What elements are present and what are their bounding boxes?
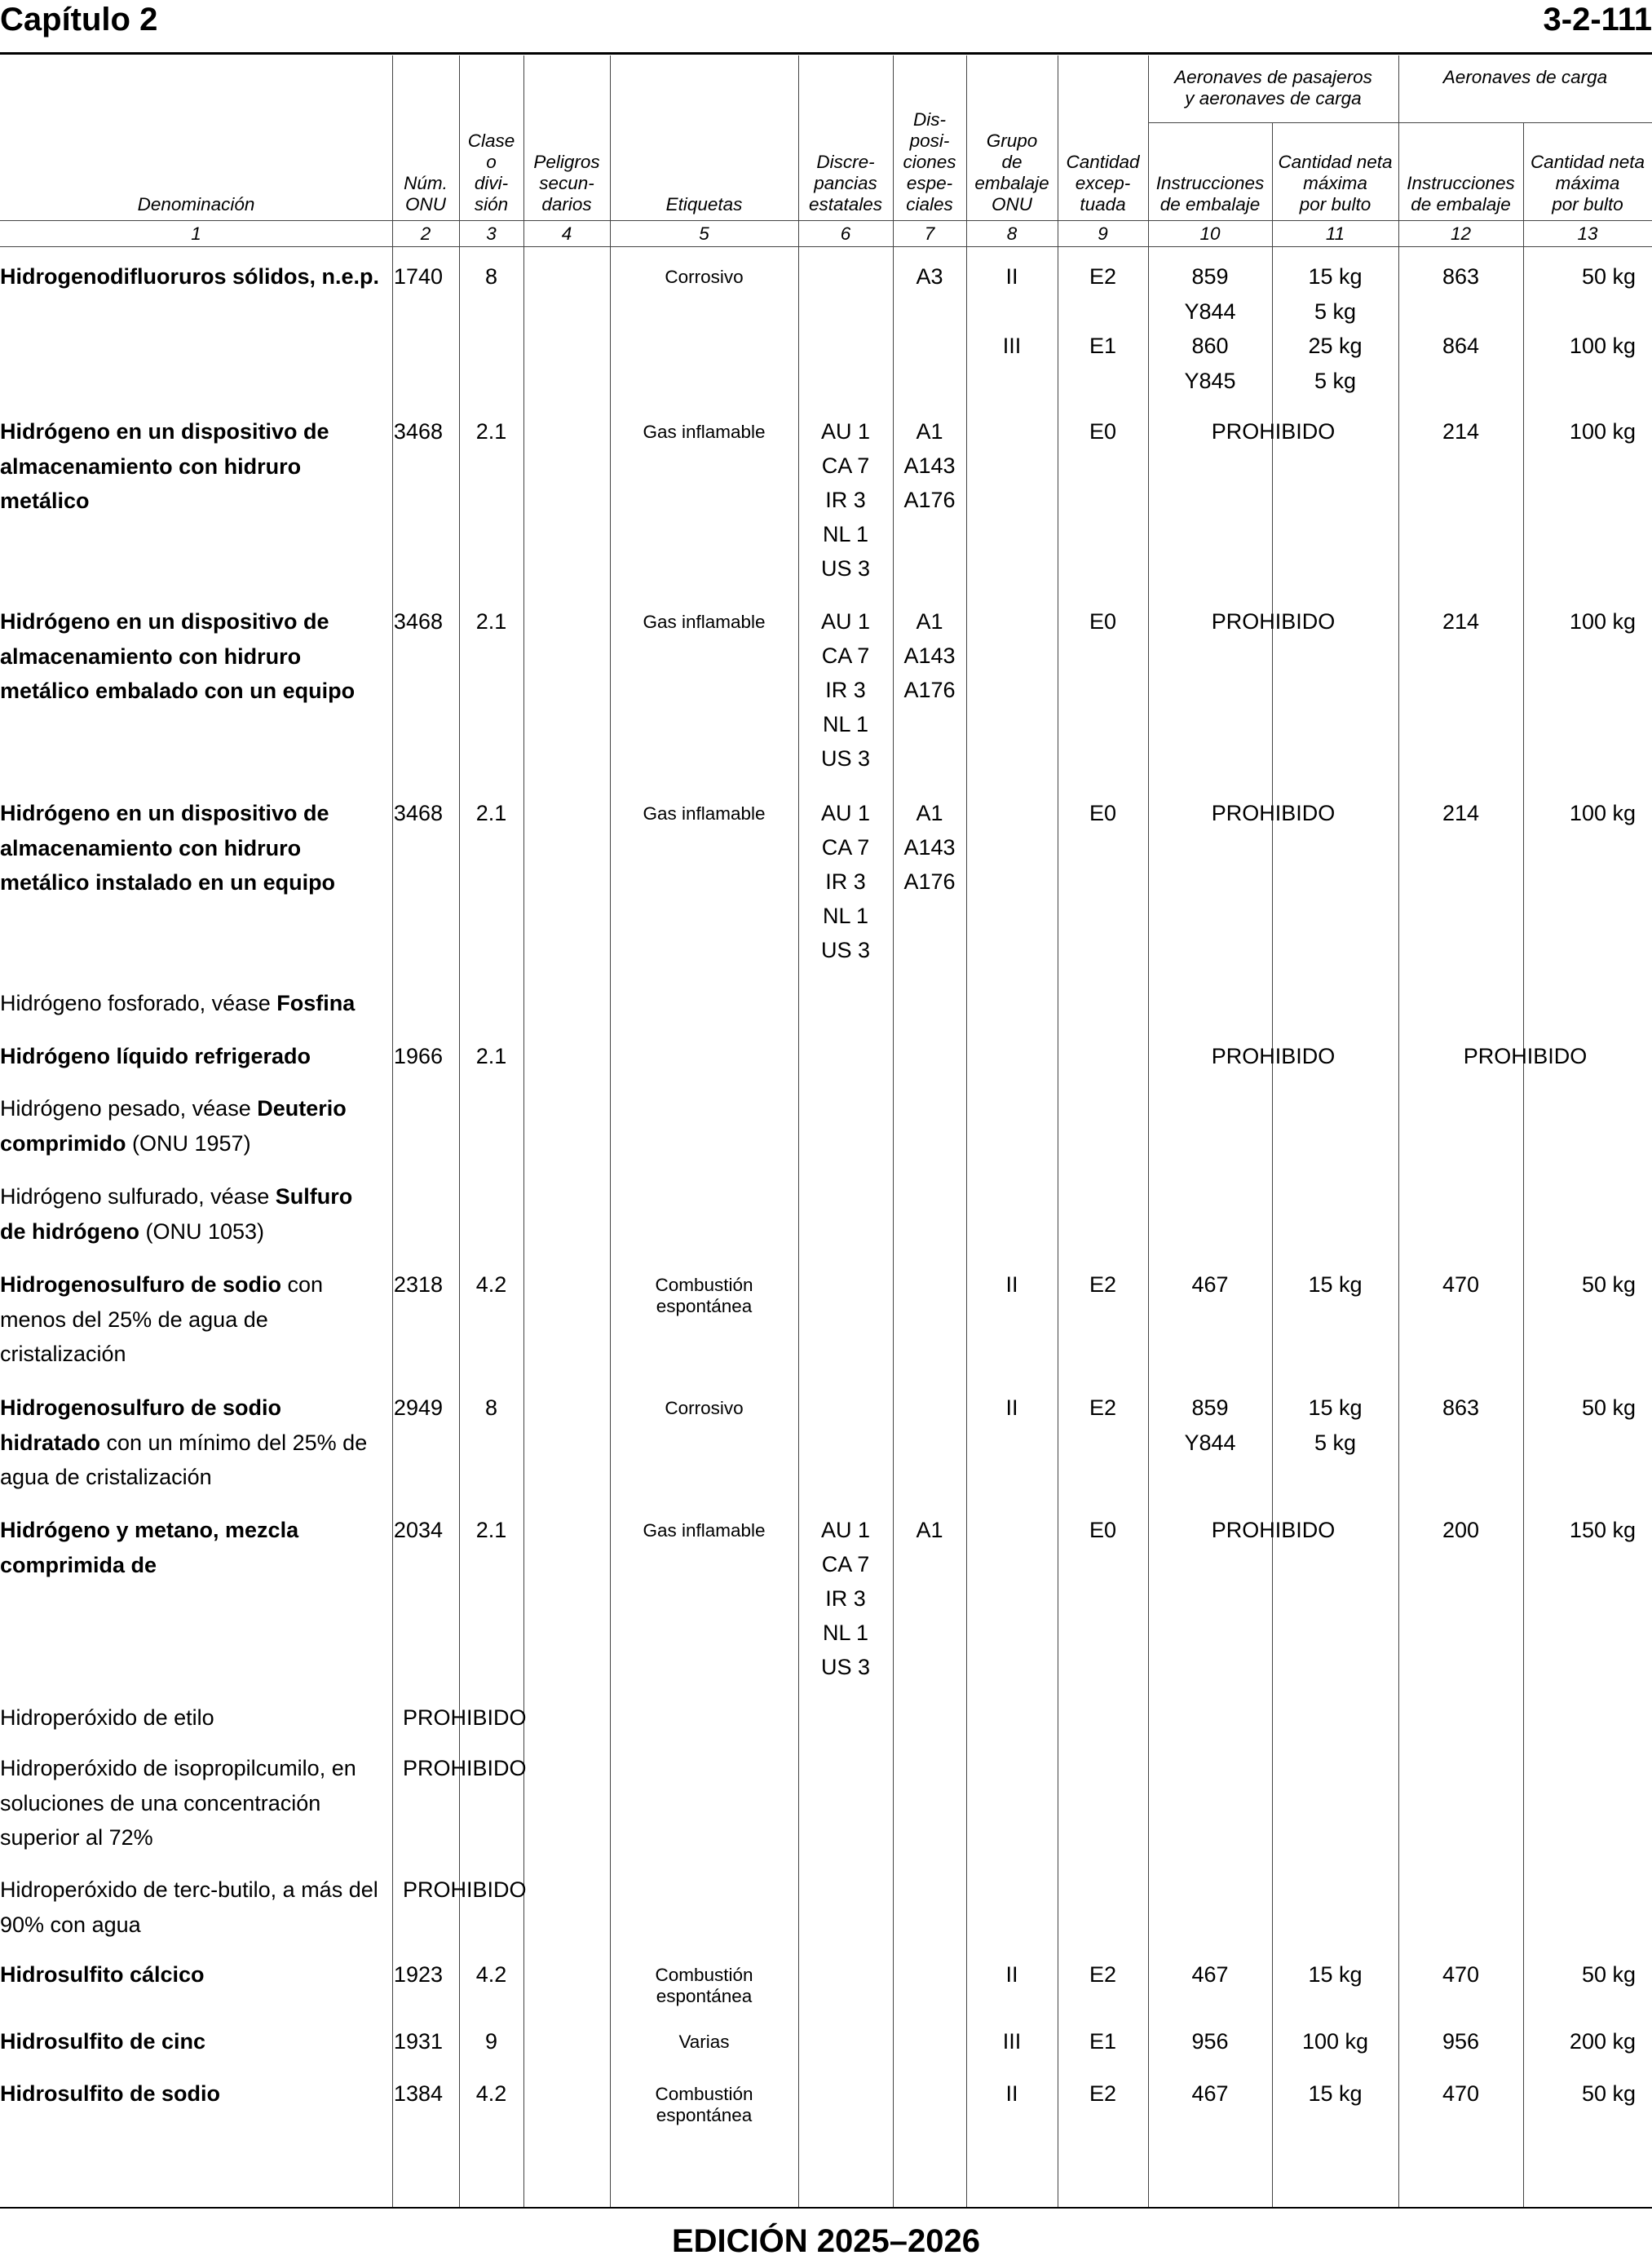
un-number: 2949	[393, 1395, 443, 1420]
excepted-quantity: E2	[1089, 264, 1117, 289]
hazard-class: 9	[484, 2029, 498, 2054]
entry-name	[0, 1957, 380, 1992]
special-provisions: A1 A143 A176	[903, 609, 956, 702]
column-number-6: 6	[840, 223, 851, 244]
column-header-2: Núm. ONU	[404, 173, 448, 214]
packing-group: II	[1005, 264, 1018, 289]
hazard-class: 8	[484, 264, 498, 289]
passenger-packing-instruction: 859	[1191, 264, 1229, 289]
prohibited-passenger: PROHIBIDO	[1211, 1518, 1336, 1542]
column-number-8: 8	[1006, 223, 1018, 244]
entry-name-part: Hidrógeno y metano, mezcla comprimida de	[0, 1518, 299, 1577]
excepted-quantity: E1	[1089, 334, 1117, 358]
group-header-passenger: Aeronaves de pasajeros y aeronaves de carga	[1174, 67, 1372, 108]
passenger-packing-instruction: 467	[1191, 1272, 1229, 1297]
passenger-max-quantity: 15 kg	[1308, 1272, 1363, 1297]
passenger-packing-instruction: 467	[1191, 2081, 1229, 2106]
entry-name	[0, 259, 380, 294]
passenger-max-quantity: 5 kg	[1314, 1430, 1357, 1455]
entry-name	[0, 2024, 380, 2059]
entry-name	[0, 1091, 380, 1161]
entry-name-part: Hidrosulfito de cinc	[0, 2029, 206, 2054]
prohibited-cargo: PROHIBIDO	[1463, 1044, 1588, 1068]
packing-group: II	[1005, 1962, 1018, 1987]
entry-name	[0, 1179, 380, 1249]
passenger-packing-instruction: 859	[1191, 1395, 1229, 1420]
column-header-4: Peligros secun- darios	[533, 152, 600, 214]
column-number-4: 4	[561, 223, 572, 244]
cargo-max-quantity: 50 kg	[1581, 1272, 1636, 1297]
prohibited-all: PROHIBIDO	[403, 1705, 527, 1730]
un-number: 3468	[393, 801, 443, 825]
packing-group: III	[1002, 334, 1022, 358]
column-header-10: Instrucciones de embalaje	[1155, 173, 1265, 214]
entry-name	[0, 1039, 380, 1074]
entry-name-part: Deuterio comprimido	[0, 1096, 347, 1156]
column-number-13: 13	[1577, 223, 1598, 244]
hazard-label: Corrosivo	[665, 267, 744, 287]
passenger-max-quantity: 15 kg	[1308, 264, 1363, 289]
cargo-packing-instruction: 200	[1442, 1518, 1480, 1542]
cargo-packing-instruction: 470	[1442, 1272, 1480, 1297]
entry-name	[0, 1700, 383, 1736]
entry-name	[0, 796, 380, 900]
cargo-packing-instruction: 956	[1442, 2029, 1480, 2054]
excepted-quantity: E2	[1089, 2081, 1117, 2106]
passenger-max-quantity: 100 kg	[1301, 2029, 1369, 2054]
column-header-11: Cantidad neta máxima por bulto	[1278, 152, 1393, 214]
cargo-max-quantity: 100 kg	[1569, 419, 1636, 444]
column-number-5: 5	[699, 223, 709, 244]
cargo-packing-instruction: 864	[1442, 334, 1480, 358]
excepted-quantity: E0	[1089, 419, 1117, 444]
entry-name-part: Hidroperóxido de terc-butilo, a más del 90% con agua	[0, 1877, 378, 1937]
entry-name-part: Hidrosulfito de sodio	[0, 2081, 220, 2106]
hazard-label: Combustión espontánea	[655, 1275, 753, 1316]
column-rule	[610, 55, 611, 2207]
column-header-3: Clase o divi- sión	[467, 130, 515, 214]
passenger-max-quantity: 15 kg	[1308, 1962, 1363, 1987]
entry-name-part: (ONU 1957)	[126, 1130, 251, 1156]
entry-name	[0, 1873, 383, 1942]
hazard-class: 2.1	[475, 419, 507, 444]
cargo-max-quantity: 200 kg	[1569, 2029, 1636, 2054]
entry-name	[0, 1391, 380, 1495]
entry-name	[0, 604, 380, 709]
entry-name-part: Hidrógeno en un dispositivo de almacenamiento con hidruro metálico instalado en un equipo	[0, 801, 336, 895]
hazard-label: Gas inflamable	[643, 803, 766, 824]
cargo-packing-instruction: 214	[1442, 609, 1480, 634]
excepted-quantity: E0	[1089, 1518, 1117, 1542]
prohibited-passenger: PROHIBIDO	[1211, 1044, 1336, 1068]
entry-name-part: Hidroperóxido de etilo	[0, 1705, 214, 1730]
passenger-packing-instruction: Y844	[1184, 298, 1236, 324]
column-number-3: 3	[486, 223, 497, 244]
un-number: 1384	[393, 2081, 443, 2106]
state-variations: AU 1 CA 7 IR 3 NL 1 US 3	[820, 801, 871, 962]
excepted-quantity: E2	[1089, 1962, 1117, 1987]
cargo-max-quantity: 100 kg	[1569, 334, 1636, 358]
entry-name-part: Hidrogenosulfuro de sodio	[0, 1272, 281, 1297]
hazard-class: 8	[484, 1395, 498, 1420]
passenger-max-quantity: 5 kg	[1314, 368, 1357, 393]
column-number-1: 1	[191, 223, 201, 244]
cargo-packing-instruction: 470	[1442, 1962, 1480, 1987]
column-number-11: 11	[1325, 223, 1345, 244]
entry-name	[0, 1267, 380, 1372]
un-number: 1923	[393, 1962, 443, 1987]
cargo-max-quantity: 100 kg	[1569, 801, 1636, 825]
un-number: 2034	[393, 1518, 443, 1542]
column-header-8: Grupo de embalaje ONU	[974, 130, 1049, 214]
entry-name-part: Hidrógeno en un dispositivo de almacenamiento con hidruro metálico embalado con un equipo	[0, 609, 356, 703]
hazard-label: Combustión espontánea	[655, 2084, 753, 2125]
passenger-packing-instruction: 956	[1191, 2029, 1229, 2054]
entry-name	[0, 2076, 380, 2111]
column-rule	[392, 55, 393, 2207]
excepted-quantity: E0	[1089, 609, 1117, 634]
hazard-class: 2.1	[475, 1044, 507, 1068]
column-header-7: Dis- posi- ciones espe- ciales	[903, 109, 956, 214]
cargo-max-quantity: 100 kg	[1569, 609, 1636, 634]
un-number: 2318	[393, 1272, 443, 1297]
prohibited-passenger: PROHIBIDO	[1211, 419, 1336, 444]
hazard-label: Corrosivo	[665, 1398, 744, 1418]
column-number-2: 2	[420, 223, 431, 244]
un-number: 1966	[393, 1044, 443, 1068]
column-number-10: 10	[1199, 223, 1221, 244]
entry-name	[0, 1513, 380, 1582]
numbers-row-rule	[0, 246, 1652, 247]
entry-name-part: con un mínimo del 25% de agua de cristalización	[0, 1430, 368, 1489]
column-header-5: Etiquetas	[665, 194, 743, 214]
hazard-class: 2.1	[475, 1518, 507, 1542]
special-provisions: A3	[916, 264, 943, 289]
state-variations: AU 1 CA 7 IR 3 NL 1 US 3	[820, 419, 871, 581]
un-number: 1740	[393, 264, 443, 289]
column-number-7: 7	[924, 223, 935, 244]
footer-rule	[0, 2207, 1652, 2209]
passenger-packing-instruction: 860	[1191, 334, 1229, 358]
cargo-max-quantity: 50 kg	[1581, 1962, 1636, 1987]
entry-name	[0, 414, 380, 519]
passenger-max-quantity: 15 kg	[1308, 2081, 1363, 2106]
hazard-label: Varias	[678, 2032, 730, 2052]
excepted-quantity: E2	[1089, 1395, 1117, 1420]
entry-name	[0, 986, 380, 1021]
hazard-class: 4.2	[475, 1962, 507, 1987]
excepted-quantity: E0	[1089, 801, 1117, 825]
column-rule	[1398, 55, 1399, 2207]
cargo-max-quantity: 50 kg	[1581, 1395, 1636, 1420]
excepted-quantity: E1	[1089, 2029, 1117, 2054]
hazard-label: Gas inflamable	[643, 1520, 766, 1541]
cargo-max-quantity: 50 kg	[1581, 264, 1636, 289]
entry-name-part: Hidrogenosulfuro de sodio hidratado	[0, 1395, 281, 1455]
entry-name-part: Hidrógeno pesado, véase	[0, 1096, 258, 1121]
cargo-max-quantity: 50 kg	[1581, 2081, 1636, 2106]
special-provisions: A1	[916, 1518, 943, 1542]
prohibited-all: PROHIBIDO	[403, 1877, 527, 1902]
hazard-label: Gas inflamable	[643, 612, 766, 632]
column-rule	[893, 55, 894, 2207]
packing-group: II	[1005, 1272, 1018, 1297]
group-rule	[1148, 122, 1652, 123]
column-header-12: Instrucciones de embalaje	[1407, 173, 1515, 214]
entry-name-part: Fosfina	[276, 991, 356, 1015]
hazard-class: 2.1	[475, 609, 507, 634]
entry-name-part: Hidrógeno en un dispositivo de almacenamiento con hidruro metálico	[0, 419, 329, 513]
excepted-quantity: E2	[1089, 1272, 1117, 1297]
entry-name-part: Hidroperóxido de isopropilcumilo, en soluciones de una concentración superior al 72%	[0, 1756, 356, 1850]
entry-name-part: Hidrógeno fosforado, véase	[0, 991, 277, 1015]
passenger-packing-instruction: 467	[1191, 1962, 1229, 1987]
entry-name-part: Hidrosulfito cálcico	[0, 1962, 205, 1987]
cargo-max-quantity: 150 kg	[1569, 1518, 1636, 1542]
entry-name-part: con menos del 25% de agua de cristalización	[0, 1272, 324, 1366]
cargo-packing-instruction: 214	[1442, 801, 1480, 825]
page-number: 3-2-111	[1543, 2, 1652, 38]
special-provisions: A1 A143 A176	[903, 801, 956, 894]
column-header-1: Denominación	[137, 194, 255, 214]
passenger-max-quantity: 5 kg	[1314, 298, 1357, 324]
chapter-title: Capítulo 2	[0, 2, 158, 38]
column-rule	[966, 55, 967, 2207]
special-provisions: A1 A143 A176	[903, 419, 956, 512]
cargo-packing-instruction: 214	[1442, 419, 1480, 444]
packing-group: II	[1005, 1395, 1018, 1420]
packing-group: II	[1005, 2081, 1018, 2106]
passenger-max-quantity: 25 kg	[1308, 334, 1363, 358]
column-header-13: Cantidad neta máxima por bulto	[1530, 152, 1645, 214]
prohibited-passenger: PROHIBIDO	[1211, 801, 1336, 825]
passenger-max-quantity: 15 kg	[1308, 1395, 1363, 1420]
un-number: 3468	[393, 609, 443, 634]
passenger-packing-instruction: Y845	[1184, 368, 1236, 393]
passenger-packing-instruction: Y844	[1184, 1430, 1236, 1455]
un-number: 3468	[393, 419, 443, 444]
packing-group: III	[1002, 2029, 1022, 2054]
edition-footer: EDICIÓN 2025–2026	[671, 2223, 980, 2259]
column-header-6: Discre- pancias estatales	[808, 152, 883, 214]
hazard-class: 4.2	[475, 2081, 507, 2106]
group-header-cargo: Aeronaves de carga	[1442, 67, 1608, 87]
column-number-9: 9	[1098, 223, 1108, 244]
state-variations: AU 1 CA 7 IR 3 NL 1 US 3	[820, 609, 871, 771]
entry-name-part: Hidrógeno sulfurado, véase	[0, 1184, 276, 1209]
prohibited-passenger: PROHIBIDO	[1211, 609, 1336, 634]
hazard-class: 2.1	[475, 801, 507, 825]
un-number: 1931	[393, 2029, 443, 2054]
entry-name	[0, 1751, 383, 1855]
entry-name-part: Sulfuro de hidrógeno	[0, 1184, 353, 1244]
hazard-label: Gas inflamable	[643, 422, 766, 442]
prohibited-all: PROHIBIDO	[403, 1756, 527, 1780]
entry-name-part: Hidrogenodifluoruros sólidos, n.e.p.	[0, 264, 379, 289]
cargo-packing-instruction: 863	[1442, 264, 1480, 289]
column-rule	[798, 55, 799, 2207]
cargo-packing-instruction: 863	[1442, 1395, 1480, 1420]
entry-name-part: Hidrógeno líquido refrigerado	[0, 1044, 311, 1068]
state-variations: AU 1 CA 7 IR 3 NL 1 US 3	[820, 1518, 871, 1679]
column-header-9: Cantidad excep- tuada	[1066, 152, 1140, 214]
numbers-row-rule	[0, 220, 1652, 221]
hazard-label: Combustión espontánea	[655, 1965, 753, 2006]
column-number-12: 12	[1450, 223, 1472, 244]
hazard-class: 4.2	[475, 1272, 507, 1297]
entry-name-part: (ONU 1053)	[139, 1218, 265, 1244]
cargo-packing-instruction: 470	[1442, 2081, 1480, 2106]
